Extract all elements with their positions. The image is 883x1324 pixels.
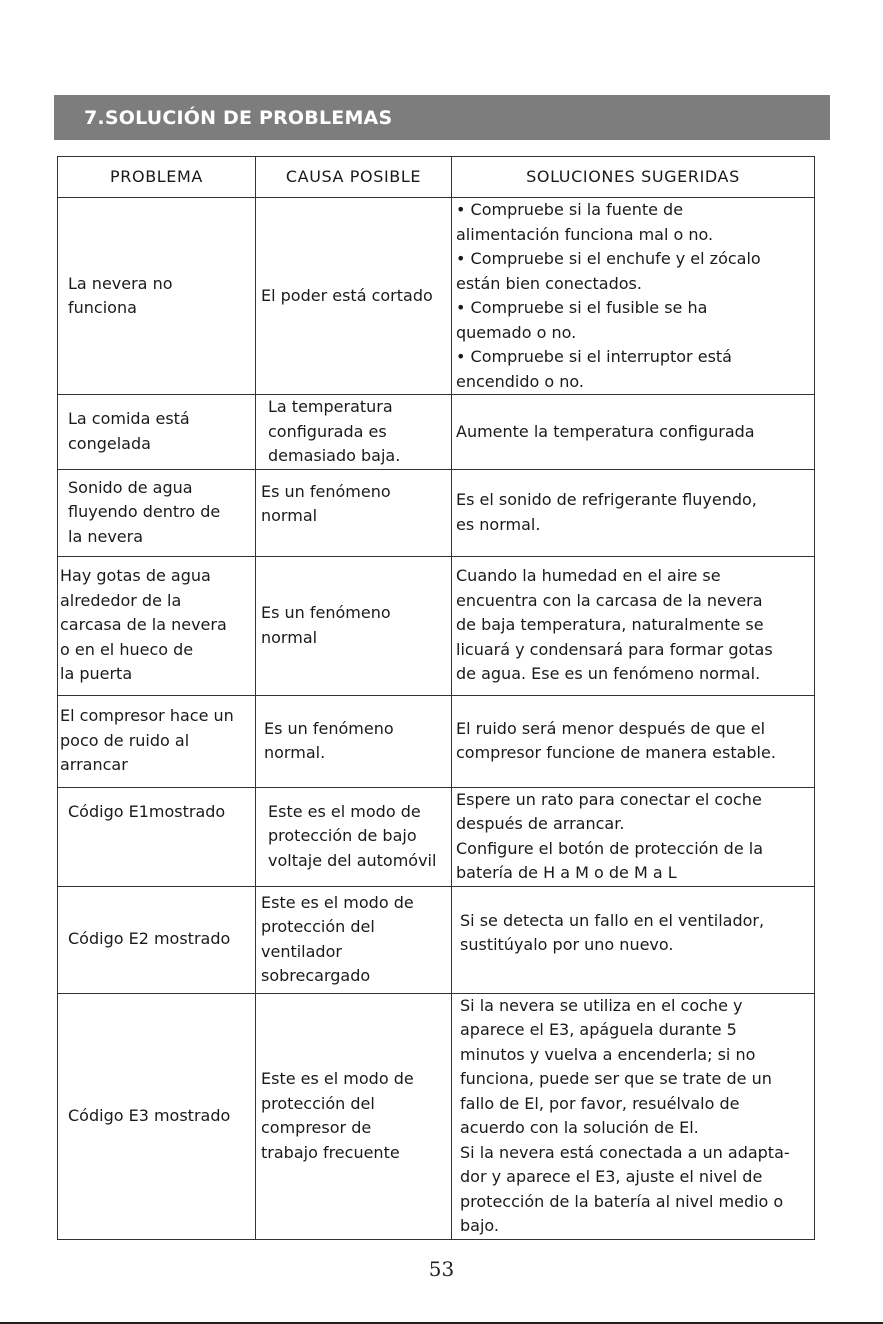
problem-cell xyxy=(58,695,256,787)
cause-line: Es un fenómeno xyxy=(261,603,391,622)
problem-line: o en el hueco de xyxy=(60,639,194,659)
solution-line: • Compruebe si el interruptor está xyxy=(456,347,732,366)
problem-line: Código E1mostrado xyxy=(68,801,226,821)
troubleshooting-table xyxy=(57,156,815,1240)
problem-line: alrededor de la xyxy=(60,590,182,610)
problem-line: arrancar xyxy=(60,755,128,775)
cause-line: protección del xyxy=(261,917,375,936)
cause-line: El poder está cortado xyxy=(261,285,433,305)
cause-cell xyxy=(256,787,452,886)
solution-line: de baja temperatura, naturalmente se xyxy=(456,615,764,635)
solution-line: es normal. xyxy=(456,514,541,534)
cause-cell xyxy=(256,886,452,993)
solution-line: compresor funcione de manera estable. xyxy=(456,743,776,762)
cause-line: voltaje del automóvil xyxy=(268,850,437,870)
problem-cell xyxy=(58,198,256,395)
solution-cell xyxy=(452,787,815,886)
page-number: 53 xyxy=(428,1257,455,1281)
table-row xyxy=(58,993,815,1239)
table-row xyxy=(58,198,815,395)
cause-line: Es un fenómeno xyxy=(264,718,394,738)
solution-line: después de arrancar. xyxy=(456,814,625,833)
cause-cell xyxy=(256,993,452,1239)
cause-cell xyxy=(256,556,452,695)
solution-cell xyxy=(452,993,815,1239)
table-row xyxy=(58,395,815,470)
problem-cell xyxy=(58,395,256,470)
column-header-problem: PROBLEMA xyxy=(58,157,256,198)
solution-line: minutos y vuelva a encenderla; si no xyxy=(460,1044,756,1064)
solution-line: bajo. xyxy=(460,1216,499,1235)
solution-cell xyxy=(452,556,815,695)
section-header xyxy=(54,95,830,140)
cause-line: trabajo frecuente xyxy=(261,1142,400,1162)
table-row xyxy=(58,787,815,886)
problem-line: la nevera xyxy=(68,526,144,546)
cause-line: Este es el modo de xyxy=(261,1069,414,1088)
solution-cell xyxy=(452,469,815,556)
solution-line: Configure el botón de protección de la xyxy=(456,838,764,858)
solution-line: encuentra con la carcasa de la nevera xyxy=(456,590,763,610)
solution-line: fallo de El, por favor, resuélvalo de xyxy=(460,1093,740,1113)
problem-cell xyxy=(58,787,256,886)
solution-line: Si se detecta un fallo en el ventilador, xyxy=(460,910,765,930)
table-header-row xyxy=(58,157,815,198)
cause-line: Es un fenómeno xyxy=(261,481,391,501)
solution-line: quemado o no. xyxy=(456,322,577,342)
problem-line: Código E3 mostrado xyxy=(68,1105,231,1125)
column-header-cause: CAUSA POSIBLE xyxy=(256,157,452,198)
solution-line: Cuando la humedad en el aire se xyxy=(456,566,721,586)
solution-line: dor y aparece el E3, ajuste el nivel de xyxy=(460,1167,763,1186)
problem-cell xyxy=(58,469,256,556)
cause-line: sobrecargado xyxy=(261,966,371,985)
solution-line: batería de H a M o de M a L xyxy=(456,863,677,882)
problem-line: Sonido de agua xyxy=(68,477,193,497)
cause-cell xyxy=(256,695,452,787)
cause-cell xyxy=(256,395,452,470)
solution-line: sustitúyalo por uno nuevo. xyxy=(460,935,674,954)
cause-line: La temperatura xyxy=(268,397,393,416)
solution-cell xyxy=(452,395,815,470)
problem-line: La nevera no xyxy=(68,273,173,293)
solution-line: • Compruebe si el enchufe y el zócalo xyxy=(456,249,761,268)
problem-line: La comida está xyxy=(68,409,190,429)
problem-line: poco de ruido al xyxy=(60,730,190,750)
cause-line: protección de bajo xyxy=(268,826,417,846)
problem-line: la puerta xyxy=(60,664,133,684)
solution-line: encendido o no. xyxy=(456,371,585,391)
solution-cell xyxy=(452,886,815,993)
cause-line: normal xyxy=(261,627,318,647)
solution-line: Aumente la temperatura configurada xyxy=(456,421,755,441)
problem-line: fluyendo dentro de xyxy=(68,502,221,522)
solution-line: acuerdo con la solución de El. xyxy=(460,1118,699,1137)
problem-line: Hay gotas de agua xyxy=(60,566,211,586)
table-row xyxy=(58,886,815,993)
problem-line: Código E2 mostrado xyxy=(68,929,231,949)
cause-line: Este es el modo de xyxy=(261,892,414,912)
cause-line: normal xyxy=(261,506,318,525)
table-row xyxy=(58,556,815,695)
problem-cell xyxy=(58,886,256,993)
cause-line: demasiado baja. xyxy=(268,446,401,465)
solution-line: están bien conectados. xyxy=(456,273,642,293)
solution-line: aparece el E3, apáguela durante 5 xyxy=(460,1020,737,1039)
solution-line: El ruido será menor después de que el xyxy=(456,718,766,738)
table-row xyxy=(58,695,815,787)
solution-cell xyxy=(452,198,815,395)
section-title: 7.SOLUCIÓN DE PROBLEMAS xyxy=(84,106,393,129)
problem-line: carcasa de la nevera xyxy=(60,615,227,635)
cause-line: Este es el modo de xyxy=(268,801,421,821)
cause-line: configurada es xyxy=(268,421,387,441)
solution-line: Espere un rato para conectar el coche xyxy=(456,789,762,809)
column-header-solutions: SOLUCIONES SUGERIDAS xyxy=(452,157,815,198)
cause-line: normal. xyxy=(264,743,326,762)
cause-cell xyxy=(256,469,452,556)
solution-line: licuará y condensará para formar gotas xyxy=(456,639,773,659)
cause-cell xyxy=(256,198,452,395)
solution-line: • Compruebe si la fuente de xyxy=(456,200,684,219)
solution-line: Es el sonido de refrigerante fluyendo, xyxy=(456,490,757,509)
solution-line: • Compruebe si el fusible se ha xyxy=(456,298,708,317)
cause-line: protección del xyxy=(261,1093,375,1113)
problem-line: congelada xyxy=(68,433,151,453)
problem-cell xyxy=(58,556,256,695)
solution-cell xyxy=(452,695,815,787)
solution-line: protección de la batería al nivel medio o xyxy=(460,1191,784,1211)
solution-line: alimentación funciona mal o no. xyxy=(456,224,714,244)
cause-line: ventilador xyxy=(261,941,342,961)
problem-line: funciona xyxy=(68,298,137,317)
cause-line: compresor de xyxy=(261,1118,372,1137)
table-row xyxy=(58,469,815,556)
solution-line: funciona, puede ser que se trate de un xyxy=(460,1069,772,1088)
solution-line: de agua. Ese es un fenómeno normal. xyxy=(456,664,761,684)
solution-line: Si la nevera está conectada a un adapta- xyxy=(460,1142,790,1162)
problem-line: El compresor hace un xyxy=(60,706,234,726)
solution-line: Si la nevera se utiliza en el coche y xyxy=(460,995,743,1015)
problem-cell xyxy=(58,993,256,1239)
